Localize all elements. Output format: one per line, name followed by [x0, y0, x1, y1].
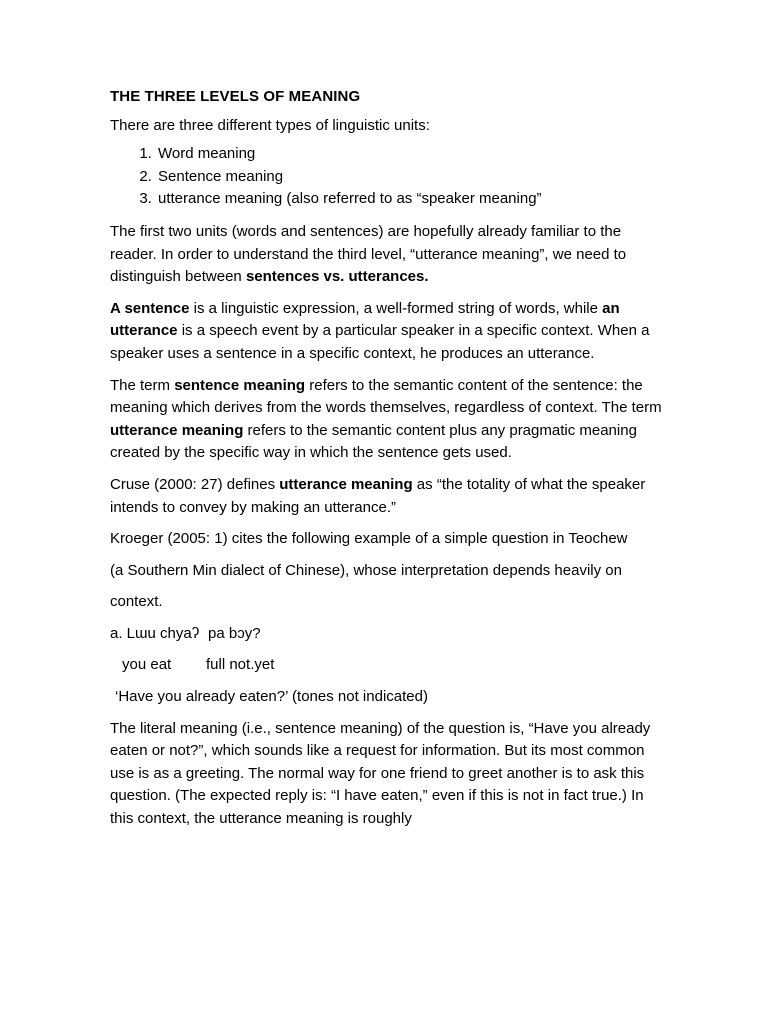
bold-term: sentences vs. utterances.	[245, 268, 429, 286]
paragraph-dialect: (a Southern Min dialect of Chinese), whose interpretation depends heavily on	[110, 561, 622, 579]
example-sentence	[110, 623, 668, 646]
intro-paragraph: There are three different types of linguistic units:	[110, 116, 430, 134]
paragraph-cruse	[110, 474, 668, 519]
example-gloss	[122, 654, 668, 677]
bold-term: an utterance	[110, 299, 620, 340]
paragraph-units	[110, 221, 668, 289]
list-item: 2. Sentence meaning	[156, 166, 668, 189]
gloss-a: you eat	[122, 656, 172, 674]
example-words-b: pa bɔy?	[208, 624, 261, 642]
paragraph-text: refers to the semantic content of the sentence: the meaning which derives from the words themselves, regardless of context. The term	[110, 376, 662, 417]
paragraph-kroeger: Kroeger (2005: 1) cites the following example of a simple question in Teochew	[110, 530, 628, 548]
bold-term: A sentence	[110, 299, 190, 317]
gloss-b: full not.yet	[206, 656, 275, 674]
bold-term: utterance meaning	[110, 421, 244, 439]
paragraph-sentence-meaning	[110, 375, 668, 465]
list-item: 1. Word meaning	[156, 143, 668, 166]
paragraph-text: The term	[110, 376, 175, 394]
paragraph-sentence-definition	[110, 298, 668, 366]
bold-term: utterance meaning	[279, 475, 413, 493]
paragraph-text: as “the totality of what the speaker intends to convey by making an utterance.”	[110, 475, 646, 516]
page-title: THE THREE LEVELS OF MEANING	[110, 88, 361, 105]
list-item: 3. utterance meaning (also referred to as “speaker meaning”	[156, 188, 668, 211]
paragraph-context: context.	[110, 593, 163, 611]
example-words-a: a. Lɯu chyaʔ	[110, 624, 200, 642]
numbered-list	[110, 143, 668, 211]
example-translation: ‘Have you already eaten?’ (tones not indicated)	[115, 688, 428, 706]
paragraph-text: Cruse (2000: 27) defines	[110, 475, 280, 493]
paragraph-text: is a linguistic expression, a well-formed string of words, while	[189, 299, 603, 317]
bold-term: sentence meaning	[174, 376, 306, 394]
paragraph-literal-meaning: The literal meaning (i.e., sentence meaning) of the question is, “Have you already eaten or not?”, which sounds like a request for information. But its most common use is as a greeting. The normal way for one friend to greet another is to ask this question. (The expected reply is: “I have eaten,” even if this is not in fact true.) In this context, the utterance meaning is roughly	[110, 719, 651, 828]
paragraph-text: refers to the semantic content plus any pragmatic meaning created by the specific way in which the sentence gets used.	[110, 421, 637, 462]
paragraph-text: The first two units (words and sentences) are hopefully already familiar to the reader. In order to understand the third level, “utterance meaning”, we need to distinguish between	[110, 222, 627, 286]
paragraph-text: is a speech event by a particular speaker in a specific context. When a speaker uses a sentence in a specific context, he produces an utterance.	[110, 322, 650, 362]
